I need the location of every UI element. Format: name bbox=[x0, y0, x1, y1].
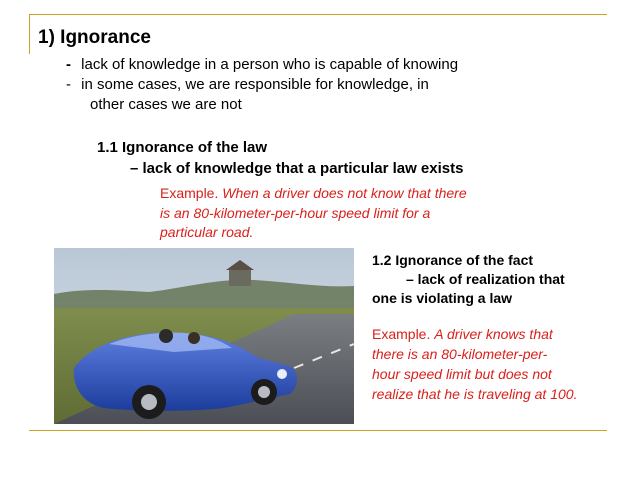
bullet-3 bbox=[90, 96, 242, 113]
example-text: is an 80-kilometer-per-hour speed limit for a bbox=[160, 205, 431, 221]
section-2-example-line-1 bbox=[372, 326, 553, 342]
section-1-example-line-1 bbox=[160, 185, 467, 201]
section-1-example-line-3 bbox=[160, 224, 253, 240]
section-1-example-line-2 bbox=[160, 205, 430, 221]
section-1-definition: – lack of knowledge that a particular law exists bbox=[130, 160, 464, 177]
example-prefix: Example. bbox=[160, 185, 219, 201]
example-text: When a driver does not know that there bbox=[222, 185, 467, 201]
slide-title: 1) Ignorance bbox=[38, 27, 151, 48]
section-2-heading-line-2: – lack of realization that bbox=[406, 271, 565, 287]
bullet-text: other cases we are not bbox=[90, 96, 242, 113]
bullet-text: lack of knowledge in a person who is capable of knowing bbox=[81, 56, 459, 73]
example-text: particular road. bbox=[160, 224, 254, 240]
bullet-text: in some cases, we are responsible for knowledge, in bbox=[81, 76, 429, 93]
top-accent-line bbox=[29, 14, 607, 15]
section-2-heading-line-3: one is violating a law bbox=[372, 290, 513, 306]
section-2-example-line-4 bbox=[372, 386, 577, 402]
example-text: realize that he is traveling at 100. bbox=[372, 386, 578, 402]
section-2-heading-line-1: 1.2 Ignorance of the fact bbox=[372, 252, 534, 268]
left-accent-line bbox=[29, 14, 30, 54]
bullet-1 bbox=[66, 56, 458, 73]
section-1-heading: 1.1 Ignorance of the law bbox=[97, 139, 268, 156]
example-text: A driver knows that bbox=[434, 326, 553, 342]
car-photo bbox=[54, 248, 354, 424]
bullet-marker: - bbox=[66, 56, 71, 73]
section-2-example-line-3 bbox=[372, 366, 552, 382]
bullet-2 bbox=[66, 76, 429, 93]
car-photo-icon bbox=[54, 248, 354, 424]
bottom-accent-line bbox=[29, 430, 607, 431]
bullet-marker: - bbox=[66, 76, 71, 93]
example-text: there is an 80-kilometer-per- bbox=[372, 346, 548, 362]
example-prefix: Example. bbox=[372, 326, 431, 342]
section-2-example-line-2 bbox=[372, 346, 547, 362]
example-text: hour speed limit but does not bbox=[372, 366, 552, 382]
